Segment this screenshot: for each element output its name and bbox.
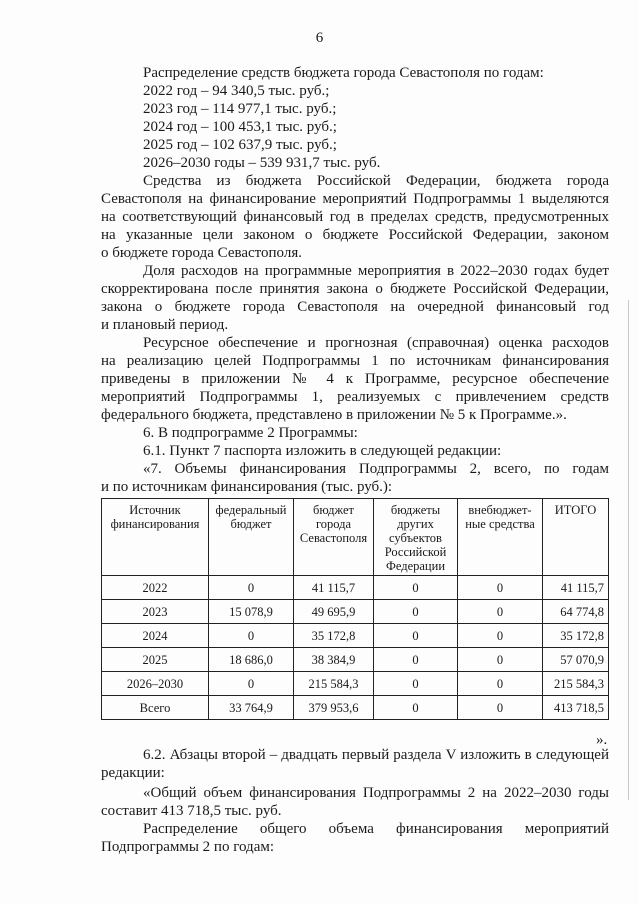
paragraph-line: на указанные цели законом о бюджете Российской Федерации, законом — [101, 227, 609, 243]
table-cell: 15 078,9 — [209, 600, 294, 624]
table-cell: 33 764,9 — [209, 696, 294, 720]
table-row — [102, 600, 609, 624]
paragraph-line: мероприятий Подпрограммы 1, реализуемых с привлечением средств — [101, 389, 609, 405]
table-cell: 215 584,3 — [543, 672, 609, 696]
table-cell: 2023 — [102, 600, 209, 624]
budget-year-line: 2022 год – 94 340,5 тыс. руб.; — [143, 83, 330, 99]
table-header-cell: бюджеты других субъектов Российской Федерации — [374, 499, 458, 576]
table-header-cell: бюджет города Севастополя — [294, 499, 374, 576]
table-row — [102, 648, 609, 672]
table-cell: 41 115,7 — [543, 576, 609, 600]
table-header-cell: внебюджет-ные средства — [458, 499, 543, 576]
table-closing-quote: ». — [596, 732, 608, 748]
table-cell: 18 686,0 — [209, 648, 294, 672]
paragraph-line: на соответствующий финансовый год в пределах средств, предусмотренных — [101, 209, 609, 225]
table-cell: Всего — [102, 696, 209, 720]
table-cell: 0 — [458, 600, 543, 624]
paragraph-line: составит 413 718,5 тыс. руб. — [101, 803, 282, 819]
table-cell: 0 — [209, 624, 294, 648]
paragraph-line: Доля расходов на программные мероприятия в 2022–2030 годах будет — [143, 263, 609, 279]
table-cell: 379 953,6 — [294, 696, 374, 720]
table-header-cell: ИТОГО — [543, 499, 609, 576]
table-cell: 2026–2030 — [102, 672, 209, 696]
table-cell: 0 — [374, 648, 458, 672]
financing-table — [101, 498, 609, 720]
table-cell: 35 172,8 — [543, 624, 609, 648]
table-row — [102, 624, 609, 648]
table-cell: 0 — [458, 576, 543, 600]
paragraph-line: скорректирована после принятия закона о бюджете Российской Федерации, — [101, 281, 609, 297]
table-cell: 0 — [209, 672, 294, 696]
paragraph-line: приведены в приложении № 4 к Программе, ресурсное обеспечение — [101, 371, 609, 387]
budget-heading: Распределение средств бюджета города Севастополя по годам: — [143, 65, 544, 81]
paragraph-line: Ресурсное обеспечение и прогнозная (справочная) оценка расходов — [143, 335, 609, 351]
paragraph-line: «7. Объемы финансирования Подпрограммы 2, всего, по годам — [143, 461, 609, 477]
paragraph-line: Севастополя на финансирование мероприятий Подпрограммы 1 выделяются — [101, 191, 609, 207]
table-cell: 0 — [458, 696, 543, 720]
table-cell: 0 — [458, 624, 543, 648]
table-row — [102, 576, 609, 600]
budget-year-line: 2023 год – 114 977,1 тыс. руб.; — [143, 101, 337, 117]
paragraph-line: и по источникам финансирования (тыс. руб.): — [101, 479, 393, 495]
paragraph-line: 6.2. Абзацы второй – двадцать первый раздела V изложить в следующей — [143, 747, 609, 763]
scan-edge-line — [628, 300, 629, 800]
table-cell: 49 695,9 — [294, 600, 374, 624]
table-header-row — [102, 499, 609, 576]
table-cell: 0 — [374, 624, 458, 648]
table-cell: 38 384,9 — [294, 648, 374, 672]
paragraph-line: о бюджете города Севастополя. — [101, 245, 302, 261]
paragraph-line: федерального бюджета, представлено в приложении № 5 к Программе.». — [101, 407, 567, 423]
section-item: 6.1. Пункт 7 паспорта изложить в следующей редакции: — [143, 443, 502, 459]
table-row — [102, 696, 609, 720]
budget-year-line: 2026–2030 годы – 539 931,7 тыс. руб. — [143, 155, 381, 171]
table-cell: 215 584,3 — [294, 672, 374, 696]
budget-year-line: 2025 год – 102 637,9 тыс. руб.; — [143, 137, 337, 153]
table-cell: 35 172,8 — [294, 624, 374, 648]
page-number: 6 — [315, 30, 324, 46]
table-cell: 2024 — [102, 624, 209, 648]
table-cell: 0 — [209, 576, 294, 600]
table-cell: 41 115,7 — [294, 576, 374, 600]
table-cell: 0 — [374, 672, 458, 696]
table-cell: 0 — [374, 576, 458, 600]
paragraph-line: Подпрограммы 2 по годам: — [101, 839, 275, 855]
paragraph-line: на реализацию целей Подпрограммы 1 по источникам финансирования — [101, 353, 609, 369]
paragraph-line: и плановый период. — [101, 317, 229, 333]
table-header-cell: Источник финансирования — [102, 499, 209, 576]
table-cell: 64 774,8 — [543, 600, 609, 624]
section-item: 6. В подпрограмме 2 Программы: — [143, 425, 358, 441]
table-cell: 0 — [374, 600, 458, 624]
table-cell: 0 — [374, 696, 458, 720]
table-cell: 2022 — [102, 576, 209, 600]
table-row — [102, 672, 609, 696]
table-cell: 413 718,5 — [543, 696, 609, 720]
table-cell: 0 — [458, 648, 543, 672]
paragraph-line: Распределение общего объема финансирования мероприятий — [143, 821, 609, 837]
table-cell: 57 070,9 — [543, 648, 609, 672]
paragraph-line: закона о бюджете города Севастополя на очередной финансовый год — [101, 299, 609, 315]
table-cell: 2025 — [102, 648, 209, 672]
table-header-cell: федеральный бюджет — [209, 499, 294, 576]
paragraph-line: Средства из бюджета Российской Федерации, бюджета города — [143, 173, 609, 189]
table-cell: 0 — [458, 672, 543, 696]
budget-year-line: 2024 год – 100 453,1 тыс. руб.; — [143, 119, 337, 135]
paragraph-line: редакции: — [101, 765, 165, 781]
paragraph-line: «Общий объем финансирования Подпрограммы 2 на 2022–2030 годы — [143, 785, 609, 801]
